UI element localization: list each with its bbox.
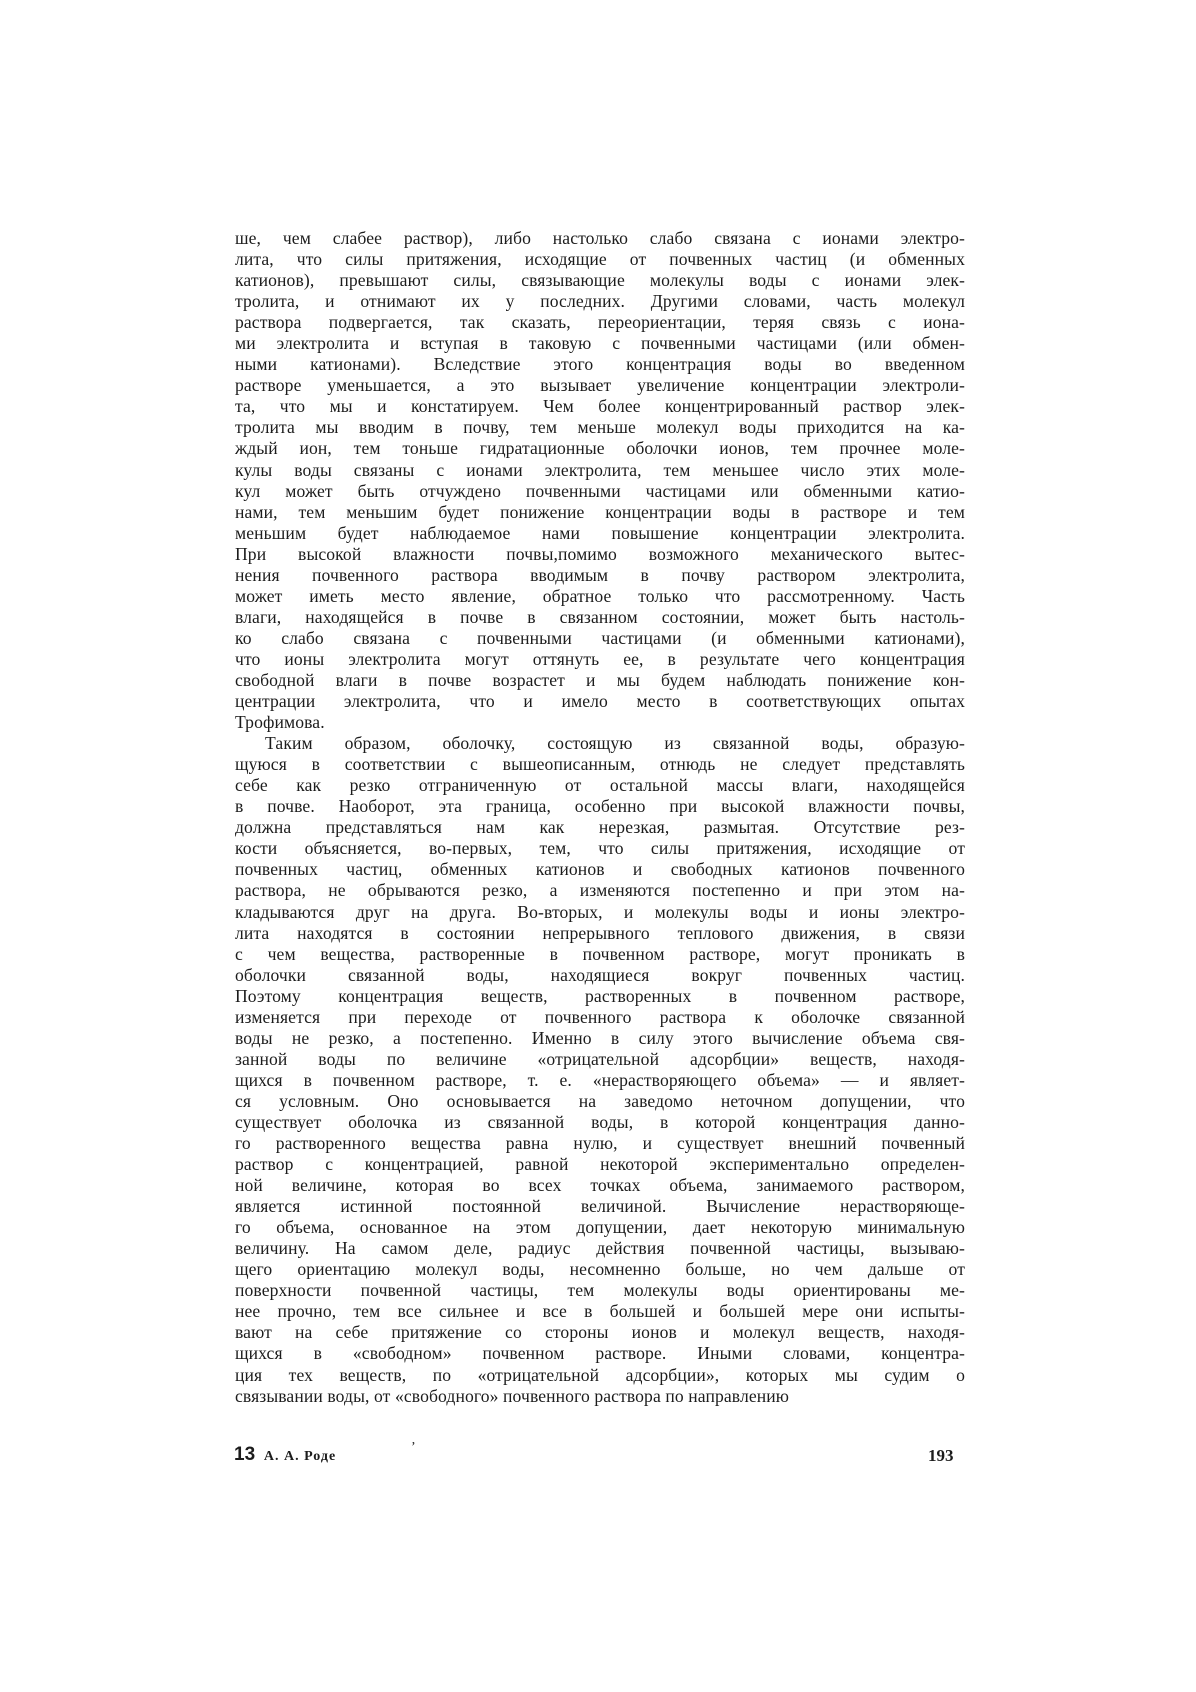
text-line: При высокой влажности почвы,помимо возможного механического вытес-: [235, 543, 965, 564]
text-line: катионов), превышают силы, связывающие молекулы воды с ионами элек-: [235, 270, 965, 291]
paragraph: [235, 228, 965, 733]
text-line: раствор с концентрацией, равной некоторой экспериментально определен-: [235, 1154, 965, 1175]
text-line: щуюся в соответствии с вышеописанным, отнюдь не следует представлять: [235, 754, 965, 775]
text-line: раствора, не обрываются резко, а изменяются постепенно и при этом на-: [235, 880, 965, 901]
text-line: го объема, основанное на этом допущении, дает некоторую минимальную: [235, 1217, 965, 1238]
paragraph: [235, 733, 965, 1407]
body-text: [235, 228, 965, 1407]
signature-number: 13: [234, 1444, 256, 1465]
text-line: ко слабо связана с почвенными частицами (и обменными катионами),: [235, 627, 965, 648]
text-line: щихся в «свободном» почвенном растворе. Иными словами, концентра-: [235, 1343, 965, 1364]
text-line: занной воды по величине «отрицательной адсорбции» веществ, находя-: [235, 1048, 965, 1069]
text-line: с чем вещества, растворенные в почвенном растворе, могут проникать в: [235, 943, 965, 964]
text-line: нее прочно, тем все сильнее и все в большей и большей мере они испыты-: [235, 1301, 965, 1322]
text-line: тролита мы вводим в почву, тем меньше молекул воды приходится на ка-: [235, 417, 965, 438]
text-line: нами, тем меньшим будет понижение концентрации воды в растворе и тем: [235, 501, 965, 522]
text-line: центрации электролита, что и имело место в соответствующих опытах: [235, 691, 965, 712]
text-line: ждый ион, тем тоньше гидратационные оболочки ионов, тем прочнее моле-: [235, 438, 965, 459]
text-line: связывании воды, от «свободного» почвенного раствора по направлению: [235, 1385, 790, 1406]
text-line: щихся в почвенном растворе, т. е. «нерастворяющего объема» — и являет-: [235, 1069, 965, 1090]
text-line: ше, чем слабее раствор), либо настолько слабо связана с ионами электро-: [235, 228, 965, 248]
text-line: тролита, и отнимают их у последних. Другими словами, часть молекул: [235, 291, 965, 312]
text-line: почвенных частиц, обменных катионов и свободных катионов почвенного: [235, 859, 965, 880]
text-line: Поэтому концентрация веществ, растворенных в почвенном растворе,: [235, 985, 965, 1006]
text-line: та, что мы и констатируем. Чем более концентрированный раствор элек-: [235, 396, 965, 417]
text-line: растворе уменьшается, а это вызывает увеличение концентрации электроли-: [235, 375, 965, 396]
signature-author: А. А. Роде: [263, 1449, 337, 1464]
text-line: в почве. Наоборот, эта граница, особенно при высокой влажности почвы,: [235, 796, 965, 817]
text-line: лита, что силы притяжения, исходящие от почвенных частиц (и обменных: [235, 249, 965, 270]
text-line: величину. На самом деле, радиус действия почвенной частицы, вызываю-: [235, 1238, 965, 1259]
text-line: вают на себе притяжение со стороны ионов и молекул веществ, находя-: [235, 1322, 965, 1343]
text-line: раствора подвергается, так сказать, переориентации, теряя связь с иона-: [235, 312, 965, 333]
text-line: нения почвенного раствора вводимым в почву раствором электролита,: [235, 564, 965, 585]
text-line: себе как резко отграниченную от остальной массы влаги, находящейся: [235, 775, 965, 796]
text-line: может иметь место явление, обратное только что рассмотренному. Часть: [235, 585, 965, 606]
text-line: влаги, находящейся в почве в связанном состоянии, может быть настоль-: [235, 606, 965, 627]
page-number: 193: [928, 1446, 954, 1465]
text-line: кладываются друг на друга. Во-вторых, и молекулы воды и ионы электро-: [235, 901, 965, 922]
text-line: ными катионами). Вследствие этого концентрация воды во введенном: [235, 354, 965, 375]
text-line: воды не резко, а постепенно. Именно в силу этого вычисление объема свя-: [235, 1027, 965, 1048]
text-line: оболочки связанной воды, находящиеся вокруг почвенных частиц.: [235, 964, 965, 985]
text-line: изменяется при переходе от почвенного раствора к оболочке связанной: [235, 1006, 965, 1027]
text-line: что ионы электролита могут оттянуть ее, в результате чего концентрация: [235, 648, 965, 669]
text-line: щего ориентацию молекул воды, несомненно больше, но чем дальше от: [235, 1259, 965, 1280]
text-line: существует оболочка из связанной воды, в которой концентрация данно-: [235, 1111, 965, 1132]
text-line: Таким образом, оболочку, состоящую из связанной воды, образую-: [265, 733, 965, 754]
text-line: свободной влаги в почве возрастет и мы будем наблюдать понижение кон-: [235, 669, 965, 690]
text-line: ция тех веществ, по «отрицательной адсорбции», которых мы судим о: [235, 1364, 965, 1385]
text-line: меньшим будет наблюдаемое нами повышение концентрации электролита.: [235, 522, 965, 543]
text-line: Трофимова.: [235, 712, 325, 733]
text-line: ной величине, которая во всех точках объема, занимаемого раствором,: [235, 1175, 965, 1196]
signature-footer: [234, 1444, 336, 1466]
text-line: должна представляться нам как нерезкая, размытая. Отсутствие рез-: [235, 817, 965, 838]
text-line: ся условным. Оно основывается на заведомо неточном допущении, что: [235, 1090, 965, 1111]
text-line: кулы воды связаны с ионами электролита, тем меньшее число этих моле-: [235, 459, 965, 480]
text-line: кости объясняется, во-первых, тем, что силы притяжения, исходящие от: [235, 838, 965, 859]
text-line: ми электролита и вступая в таковую с почвенными частицами (или обмен-: [235, 333, 965, 354]
text-line: является истинной постоянной величиной. Вычисление нерастворяюще-: [235, 1196, 965, 1217]
text-line: лита находятся в состоянии непрерывного теплового движения, в связи: [235, 922, 965, 943]
text-line: кул может быть отчуждено почвенными частицами или обменными катио-: [235, 480, 965, 501]
footer-mark: ʼ: [411, 1440, 416, 1455]
text-line: го растворенного вещества равна нулю, и существует внешний почвенный: [235, 1133, 965, 1154]
text-line: поверхности почвенной частицы, тем молекулы воды ориентированы ме-: [235, 1280, 965, 1301]
